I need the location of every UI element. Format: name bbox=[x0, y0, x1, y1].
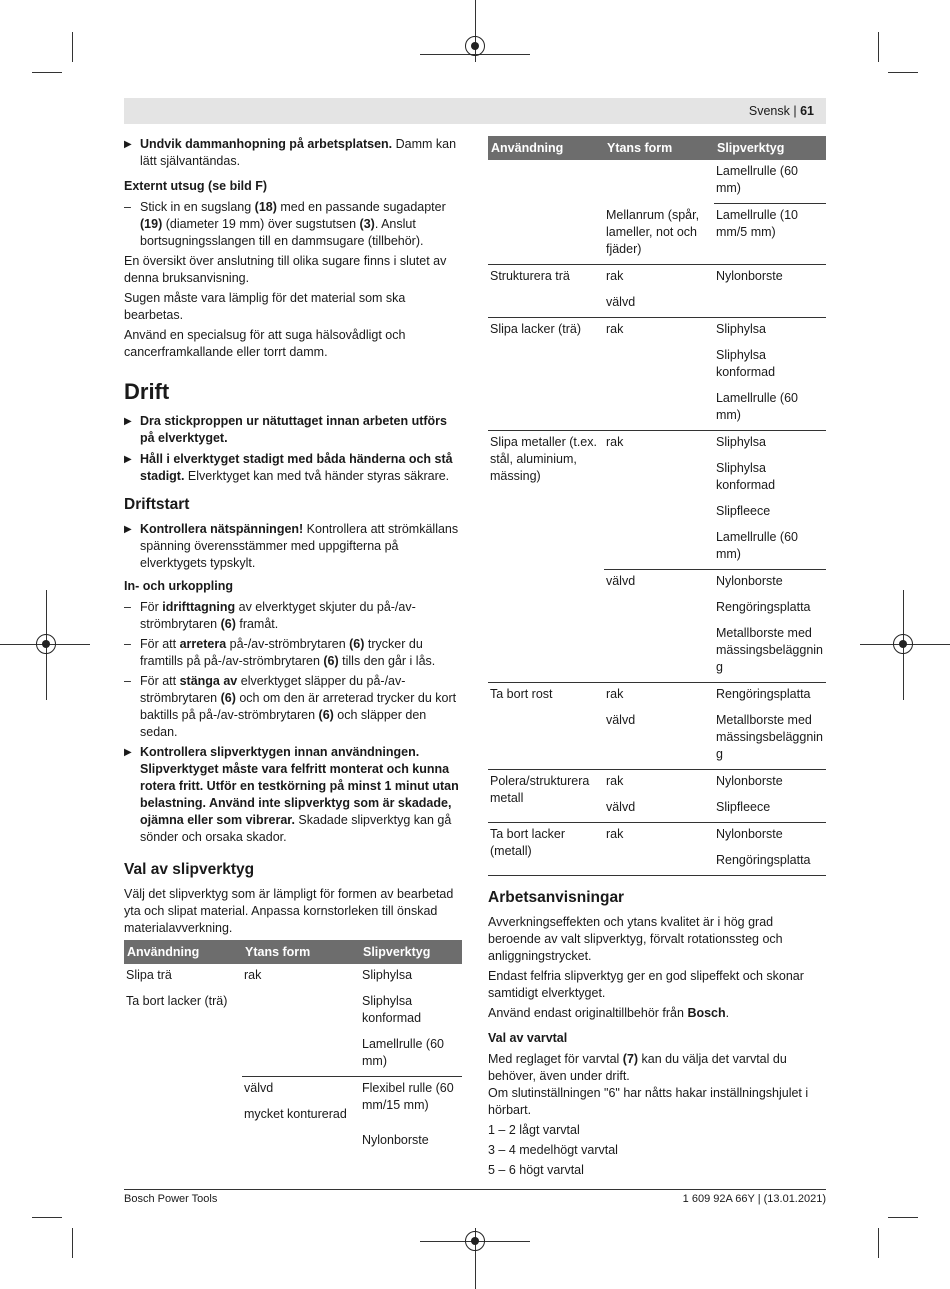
table-cell: Lamellrulle (60 mm) bbox=[714, 160, 826, 204]
table-cell: Nylonborste bbox=[715, 268, 783, 283]
table-row bbox=[488, 344, 826, 387]
table-cell: Ta bort lacker (trä) bbox=[126, 994, 228, 1008]
table-cell: Slipa metaller (t.ex. stål, aluminium, mässing) bbox=[490, 434, 597, 483]
text: (diameter 19 mm) över sugstutsen bbox=[162, 217, 360, 231]
speed-level: 5 – 6 högt varvtal bbox=[488, 1162, 584, 1177]
table-row bbox=[488, 622, 826, 683]
text: För att bbox=[140, 674, 180, 688]
page-number: 61 bbox=[800, 104, 814, 118]
registration-mark-icon bbox=[36, 634, 56, 654]
table-cell: Flexibel rulle (60 mm/15 mm) bbox=[362, 1081, 454, 1112]
column-header: Ytans form bbox=[242, 940, 360, 964]
table-cell: rak bbox=[605, 686, 624, 701]
table-cell bbox=[604, 457, 714, 500]
table-cell bbox=[488, 387, 604, 431]
heading-arbetsanvisningar: Arbetsanvisningar bbox=[488, 888, 625, 906]
table-cell bbox=[488, 344, 604, 387]
text: . Anslut bortsugningsslangen till en dammsugare (tillbehör). bbox=[140, 217, 424, 248]
table-cell: Sliphylsa bbox=[715, 321, 767, 336]
paragraph: Sugen måste vara lämplig för det material som ska bearbetas. bbox=[124, 291, 406, 322]
paragraph: En översikt över anslutning till olika sugare finns i slutet av denna bruksanvisning. bbox=[124, 254, 447, 285]
table-header-row bbox=[488, 136, 826, 160]
table-cell bbox=[488, 204, 604, 265]
text: Stick in en sugslang bbox=[140, 200, 255, 214]
table-row bbox=[124, 1129, 462, 1155]
triangle-bullet-icon: ▶ bbox=[124, 416, 132, 427]
table-row bbox=[488, 430, 826, 457]
table-row bbox=[488, 769, 826, 796]
dash-marker: – bbox=[124, 600, 131, 614]
dash-list-item bbox=[124, 599, 462, 633]
text: . bbox=[725, 1005, 730, 1020]
crop-mark bbox=[72, 32, 73, 62]
speed-level: 1 – 2 lågt varvtal bbox=[488, 1122, 580, 1137]
table-cell bbox=[604, 526, 714, 570]
paragraph: Använd en specialsug för att suga hälsovådligt och cancerframkallande eller torrt damm. bbox=[124, 328, 406, 359]
safety-bullet bbox=[124, 744, 462, 846]
triangle-bullet-icon: ▶ bbox=[124, 139, 132, 150]
table-row bbox=[488, 317, 826, 344]
table-cell: rak bbox=[605, 268, 624, 283]
tool-table-right bbox=[488, 136, 826, 876]
table-cell: rak bbox=[605, 321, 624, 336]
ref-number: (3) bbox=[359, 217, 375, 231]
table-cell: välvd bbox=[605, 573, 636, 588]
registration-mark-icon bbox=[465, 1231, 485, 1251]
bullet-bold-text: Håll i elverktyget stadigt med båda händerna och stå stadigt. bbox=[140, 452, 453, 483]
crop-mark bbox=[878, 32, 879, 62]
table-row bbox=[488, 709, 826, 770]
table-cell: Sliphylsa bbox=[362, 968, 413, 982]
column-header: Slipverktyg bbox=[360, 940, 462, 964]
table-row bbox=[488, 291, 826, 318]
table-cell bbox=[488, 709, 604, 770]
table-cell: Lamellrulle (60 mm) bbox=[714, 526, 826, 570]
column-header: Användning bbox=[124, 940, 242, 964]
table-cell: Sliphylsa konformad bbox=[715, 347, 776, 379]
table-cell: Slipfleece bbox=[715, 503, 771, 518]
bullet-text: Skadade slipverktyg kan gå sönder och orsaka skador. bbox=[140, 813, 452, 844]
table-cell: Nylonborste bbox=[715, 573, 783, 588]
text: och släpper den sedan. bbox=[140, 708, 427, 739]
registration-mark-icon bbox=[893, 634, 913, 654]
safety-bullet bbox=[124, 521, 462, 572]
table-cell: välvd bbox=[244, 1081, 274, 1095]
text: Använd endast originaltillbehör från bbox=[488, 1005, 688, 1020]
registration-mark-icon bbox=[465, 36, 485, 56]
table-row bbox=[488, 569, 826, 596]
table-cell: Sliphylsa konformad bbox=[715, 460, 776, 492]
table-cell: Nylonborste bbox=[715, 773, 783, 788]
text: trycker du framtills på på-/av-strömbrytaren bbox=[140, 637, 423, 668]
ref-number: (6) bbox=[318, 708, 334, 722]
table-cell bbox=[604, 596, 714, 622]
safety-bullet bbox=[124, 413, 462, 447]
table-row bbox=[124, 990, 462, 1033]
tool-table-left bbox=[124, 940, 462, 1155]
triangle-bullet-icon: ▶ bbox=[124, 524, 132, 535]
ref-number: (18) bbox=[254, 200, 277, 214]
text: För bbox=[140, 600, 163, 614]
dash-marker: – bbox=[124, 637, 131, 651]
heading-val-av-slipverktyg: Val av slipverktyg bbox=[124, 861, 255, 878]
page-header bbox=[749, 103, 814, 120]
column-header: Slipverktyg bbox=[714, 136, 826, 160]
ref-number: (6) bbox=[323, 654, 339, 668]
table-cell bbox=[124, 1129, 242, 1155]
crop-mark bbox=[72, 1228, 73, 1258]
footer-rule bbox=[124, 1189, 826, 1190]
heading-driftstart: Driftstart bbox=[124, 496, 190, 513]
table-cell: Slipa lacker (trä) bbox=[490, 321, 581, 336]
text: tills den går i lås. bbox=[338, 654, 436, 668]
table-cell: Rengöringsplatta bbox=[714, 849, 826, 876]
table-row bbox=[124, 964, 462, 990]
bullet-bold-text: Dra stickproppen ur nätuttaget innan arbeten utförs på elverktyget. bbox=[140, 414, 447, 445]
column-header: Användning bbox=[488, 136, 604, 160]
section-title-drift: Drift bbox=[124, 379, 170, 404]
ref-number: (6) bbox=[220, 691, 236, 705]
table-cell bbox=[488, 160, 604, 204]
table-cell bbox=[488, 291, 604, 318]
paragraph: Avverkningseffekten och ytans kvalitet är i hög grad beroende av valt slipverktyg, förvalt rotationssteg och anliggningstrycket. bbox=[488, 914, 783, 963]
table-cell bbox=[604, 387, 714, 431]
table-cell: mycket konturerad bbox=[244, 1107, 347, 1121]
table-row bbox=[488, 596, 826, 622]
table-cell: rak bbox=[244, 968, 262, 982]
table-cell bbox=[242, 990, 360, 1033]
dash-marker: – bbox=[124, 674, 131, 688]
table-cell bbox=[242, 1129, 360, 1155]
brand-name: Bosch bbox=[687, 1005, 726, 1020]
on-off-heading: In- och urkoppling bbox=[124, 579, 234, 593]
table-cell: rak bbox=[605, 434, 624, 449]
safety-bullet bbox=[124, 136, 462, 170]
column-header: Ytans form bbox=[604, 136, 714, 160]
bold-text: stänga av bbox=[179, 674, 238, 688]
table-cell bbox=[242, 1033, 360, 1077]
table-cell: rak bbox=[605, 826, 624, 841]
table-cell: Metallborste med mässingsbeläggnin g bbox=[714, 709, 826, 770]
right-column bbox=[488, 136, 826, 1182]
paragraph bbox=[488, 1005, 826, 1022]
footer-publisher: Bosch Power Tools bbox=[124, 1193, 218, 1205]
dash-marker: – bbox=[124, 200, 131, 214]
table-cell: Sliphylsa bbox=[715, 434, 767, 449]
safety-bullet bbox=[124, 451, 462, 485]
table-row bbox=[124, 1033, 462, 1077]
crop-mark bbox=[32, 1217, 62, 1218]
ref-number: (6) bbox=[220, 617, 236, 631]
table-cell bbox=[488, 596, 604, 622]
crop-mark bbox=[888, 1217, 918, 1218]
text: kan du välja det varvtal du behöver, även under drift. bbox=[488, 1051, 787, 1083]
text: För att bbox=[140, 637, 180, 651]
table-row bbox=[488, 387, 826, 431]
table-cell bbox=[124, 1103, 242, 1129]
table-cell: Lamellrulle (10 mm/5 mm) bbox=[714, 204, 826, 265]
triangle-bullet-icon: ▶ bbox=[124, 747, 132, 758]
table-cell: Ta bort rost bbox=[490, 686, 553, 701]
bold-text: arretera bbox=[179, 637, 227, 651]
dash-list-item bbox=[124, 636, 462, 670]
paragraph: Om slutinställningen "6" har nåtts hakar inställningshjulet i hörbart. bbox=[488, 1085, 809, 1117]
footer-doc-number: 1 609 92A 66Y | (13.01.2021) bbox=[682, 1193, 826, 1205]
header-band bbox=[124, 98, 826, 124]
header-separator: | bbox=[789, 104, 801, 118]
table-row bbox=[488, 264, 826, 291]
table-cell: Nylonborste bbox=[715, 826, 783, 841]
bullet-text: Elverktyget kan med två händer styras säkrare. bbox=[184, 469, 450, 483]
table-cell: Rengöringsplatta bbox=[715, 599, 811, 614]
header-language: Svensk bbox=[748, 104, 790, 118]
table-cell: välvd bbox=[604, 796, 714, 823]
crop-mark bbox=[878, 1228, 879, 1258]
table-cell bbox=[604, 622, 714, 683]
table-cell bbox=[604, 344, 714, 387]
paragraph: Endast felfria slipverktyg ger en god slipeffekt och skonar samtidigt elverktyget. bbox=[488, 968, 804, 1000]
table-cell: Lamellrulle (60 mm) bbox=[360, 1033, 462, 1077]
bold-text: idrifttagning bbox=[162, 600, 236, 614]
text: och om den är arreterad trycker du kort baktills på på-/av-strömbrytaren bbox=[140, 691, 457, 722]
table-cell: Sliphylsa konformad bbox=[362, 994, 422, 1025]
table-cell: Strukturera trä bbox=[490, 268, 570, 283]
paragraph: Välj det slipverktyg som är lämpligt för formen av bearbetad yta och slipat material. Anpassa kornstorleken till önskad materialavverkning. bbox=[124, 887, 454, 935]
table-header-row bbox=[124, 940, 462, 964]
text: av elverktyget skjuter du på-/av-strömbrytaren bbox=[140, 600, 416, 631]
speed-level: 3 – 4 medelhögt varvtal bbox=[488, 1142, 618, 1157]
speed-heading: Val av varvtal bbox=[488, 1030, 568, 1045]
table-row bbox=[124, 1077, 462, 1104]
table-cell bbox=[124, 1077, 242, 1104]
ref-number: (7) bbox=[622, 1051, 639, 1066]
table-cell bbox=[604, 160, 714, 204]
table-cell bbox=[488, 569, 604, 596]
table-cell: Polera/strukturera metall bbox=[488, 769, 604, 822]
table-row bbox=[488, 682, 826, 709]
table-cell: rak bbox=[605, 773, 624, 788]
bullet-text: Kontrollera att strömkällans spänning överensstämmer med uppgifterna på elverktygets typskylt. bbox=[140, 522, 459, 570]
bullet-bold-text: Kontrollera nätspänningen! bbox=[140, 522, 304, 536]
ref-number: (19) bbox=[140, 217, 163, 231]
dash-list-item bbox=[124, 673, 462, 741]
table-row bbox=[488, 160, 826, 204]
text: framåt. bbox=[235, 617, 279, 631]
bullet-bold-text: Undvik dammanhopning på arbetsplatsen. bbox=[140, 137, 393, 151]
table-row bbox=[488, 822, 826, 849]
table-cell: Lamellrulle (60 mm) bbox=[714, 387, 826, 431]
table-cell bbox=[714, 291, 826, 318]
table-cell: Metallborste med mässingsbeläggnin g bbox=[714, 622, 826, 683]
text: på-/av-strömbrytaren bbox=[226, 637, 350, 651]
triangle-bullet-icon: ▶ bbox=[124, 454, 132, 465]
table-cell: välvd bbox=[604, 709, 714, 770]
table-cell bbox=[488, 622, 604, 683]
bullet-text: Damm kan lätt självantändas. bbox=[140, 137, 457, 168]
table-cell: Ta bort lacker (metall) bbox=[488, 822, 604, 875]
bullet-bold-text: Kontrollera slipverktygen innan användningen. Slipverktyget måste vara felfritt monterat och kunna rotera fritt. Utför en testkörning på minst 1 minut utan belastning. Använd inte slipverktyg som är skadade, ojämna eller som vibrerar. bbox=[140, 745, 459, 827]
table-cell bbox=[124, 1033, 242, 1077]
text: med en passande sugadapter bbox=[276, 200, 446, 214]
text: elverktyget släpper du på-/av-strömbrytaren bbox=[140, 674, 406, 705]
table-cell bbox=[604, 500, 714, 526]
left-column bbox=[124, 136, 462, 1155]
dash-list-item bbox=[124, 199, 462, 250]
paragraph bbox=[488, 1051, 826, 1085]
table-cell: Slipfleece bbox=[714, 796, 826, 823]
table-cell: Rengöringsplatta bbox=[715, 686, 811, 701]
table-cell: Nylonborste bbox=[362, 1133, 429, 1147]
crop-mark bbox=[888, 72, 918, 73]
ref-number: (6) bbox=[349, 637, 365, 651]
table-cell: Slipa trä bbox=[126, 968, 172, 982]
external-suction-heading: Externt utsug (se bild F) bbox=[124, 179, 268, 193]
table-cell: Mellanrum (spår, lameller, not och fjäder) bbox=[604, 204, 714, 265]
table-row bbox=[488, 204, 826, 265]
table-cell bbox=[604, 849, 714, 876]
table-cell: välvd bbox=[604, 291, 714, 318]
text: Med reglaget för varvtal bbox=[488, 1051, 623, 1066]
crop-mark bbox=[32, 72, 62, 73]
